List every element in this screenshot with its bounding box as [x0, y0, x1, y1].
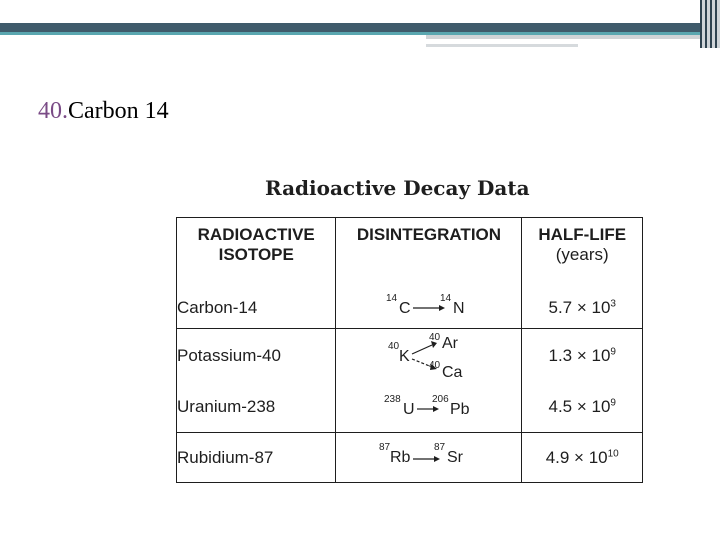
half-life-base: 4.9 × 10 [545, 447, 608, 467]
parent-symbol: U [403, 401, 416, 418]
table-row [177, 329, 643, 383]
half-life-base: 1.3 × 10 [548, 345, 611, 365]
decay-arrowhead [433, 406, 439, 412]
isotope-cell: Uranium-238 [177, 382, 336, 433]
decay-table [176, 217, 643, 483]
corner-stripe [700, 0, 702, 48]
half-life-exponent: 10 [607, 447, 619, 459]
half-life-cell [522, 287, 643, 329]
figure-title: Radioactive Decay Data [265, 176, 530, 200]
header-isotope-line-2: ISOTOPE [218, 245, 294, 264]
parent-symbol: C [399, 300, 412, 317]
parent-symbol: K [399, 348, 411, 365]
product-symbol: Ca [442, 364, 463, 381]
header-half-life [522, 218, 643, 288]
isotope-cell: Carbon-14 [177, 287, 336, 329]
header-grey-line [426, 35, 700, 39]
product-symbol: Ar [442, 335, 459, 352]
isotope-cell: Rubidium-87 [177, 433, 336, 483]
table-row [177, 287, 643, 329]
header-disintegration [336, 218, 522, 288]
parent-mass: 238 [384, 394, 402, 405]
half-life-exponent: 9 [610, 345, 616, 357]
product-symbol: Pb [450, 401, 471, 418]
header-isotope [177, 218, 336, 288]
product-mass: 206 [432, 394, 450, 405]
half-life-cell [522, 329, 643, 383]
header-isotope-line-1: RADIOACTIVE [197, 225, 315, 244]
table-row [177, 433, 643, 483]
header-disintegration-label: DISINTEGRATION [356, 225, 502, 244]
header-grey-line-short [426, 44, 578, 47]
slide-number: 40. [38, 98, 68, 124]
slide-title: Carbon 14 [68, 98, 169, 124]
table-header-row [177, 218, 643, 288]
disintegration-diagram [336, 382, 521, 432]
disintegration-diagram [336, 329, 521, 382]
half-life-cell [522, 433, 643, 483]
isotope-cell: Potassium-40 [177, 329, 336, 383]
header-half-life-line-1: HALF-LIFE [538, 225, 627, 244]
corner-stripe [705, 0, 707, 48]
disintegration-cell [336, 329, 522, 383]
decay-arrow [412, 345, 432, 354]
disintegration-cell [336, 287, 522, 329]
disintegration-diagram [336, 287, 521, 328]
half-life-base: 4.5 × 10 [548, 397, 611, 416]
product-mass: 87 [434, 442, 446, 453]
half-life-base: 5.7 × 10 [548, 297, 611, 317]
parent-mass: 87 [379, 442, 391, 453]
parent-mass: 14 [386, 293, 398, 304]
header-half-life-line-2: (years) [555, 245, 609, 264]
parent-mass: 40 [388, 341, 400, 352]
disintegration-diagram [336, 433, 521, 482]
disintegration-cell [336, 382, 522, 433]
decay-arrowhead [439, 305, 445, 311]
product-mass: 40 [429, 332, 441, 343]
corner-stripe [710, 0, 712, 48]
product-symbol: Sr [447, 449, 464, 466]
product-symbol: N [453, 300, 466, 317]
slide-heading [38, 98, 169, 125]
half-life-cell [522, 382, 643, 433]
parent-symbol: Rb [390, 449, 411, 466]
product-mass: 40 [429, 360, 441, 371]
half-life-exponent: 3 [610, 297, 616, 309]
half-life-exponent: 9 [610, 397, 616, 409]
header-bar [0, 23, 700, 32]
table-row [177, 382, 643, 433]
header-band [0, 0, 720, 23]
disintegration-cell [336, 433, 522, 483]
decay-arrowhead [434, 456, 440, 462]
corner-stripe [715, 0, 717, 48]
product-mass: 14 [440, 293, 452, 304]
